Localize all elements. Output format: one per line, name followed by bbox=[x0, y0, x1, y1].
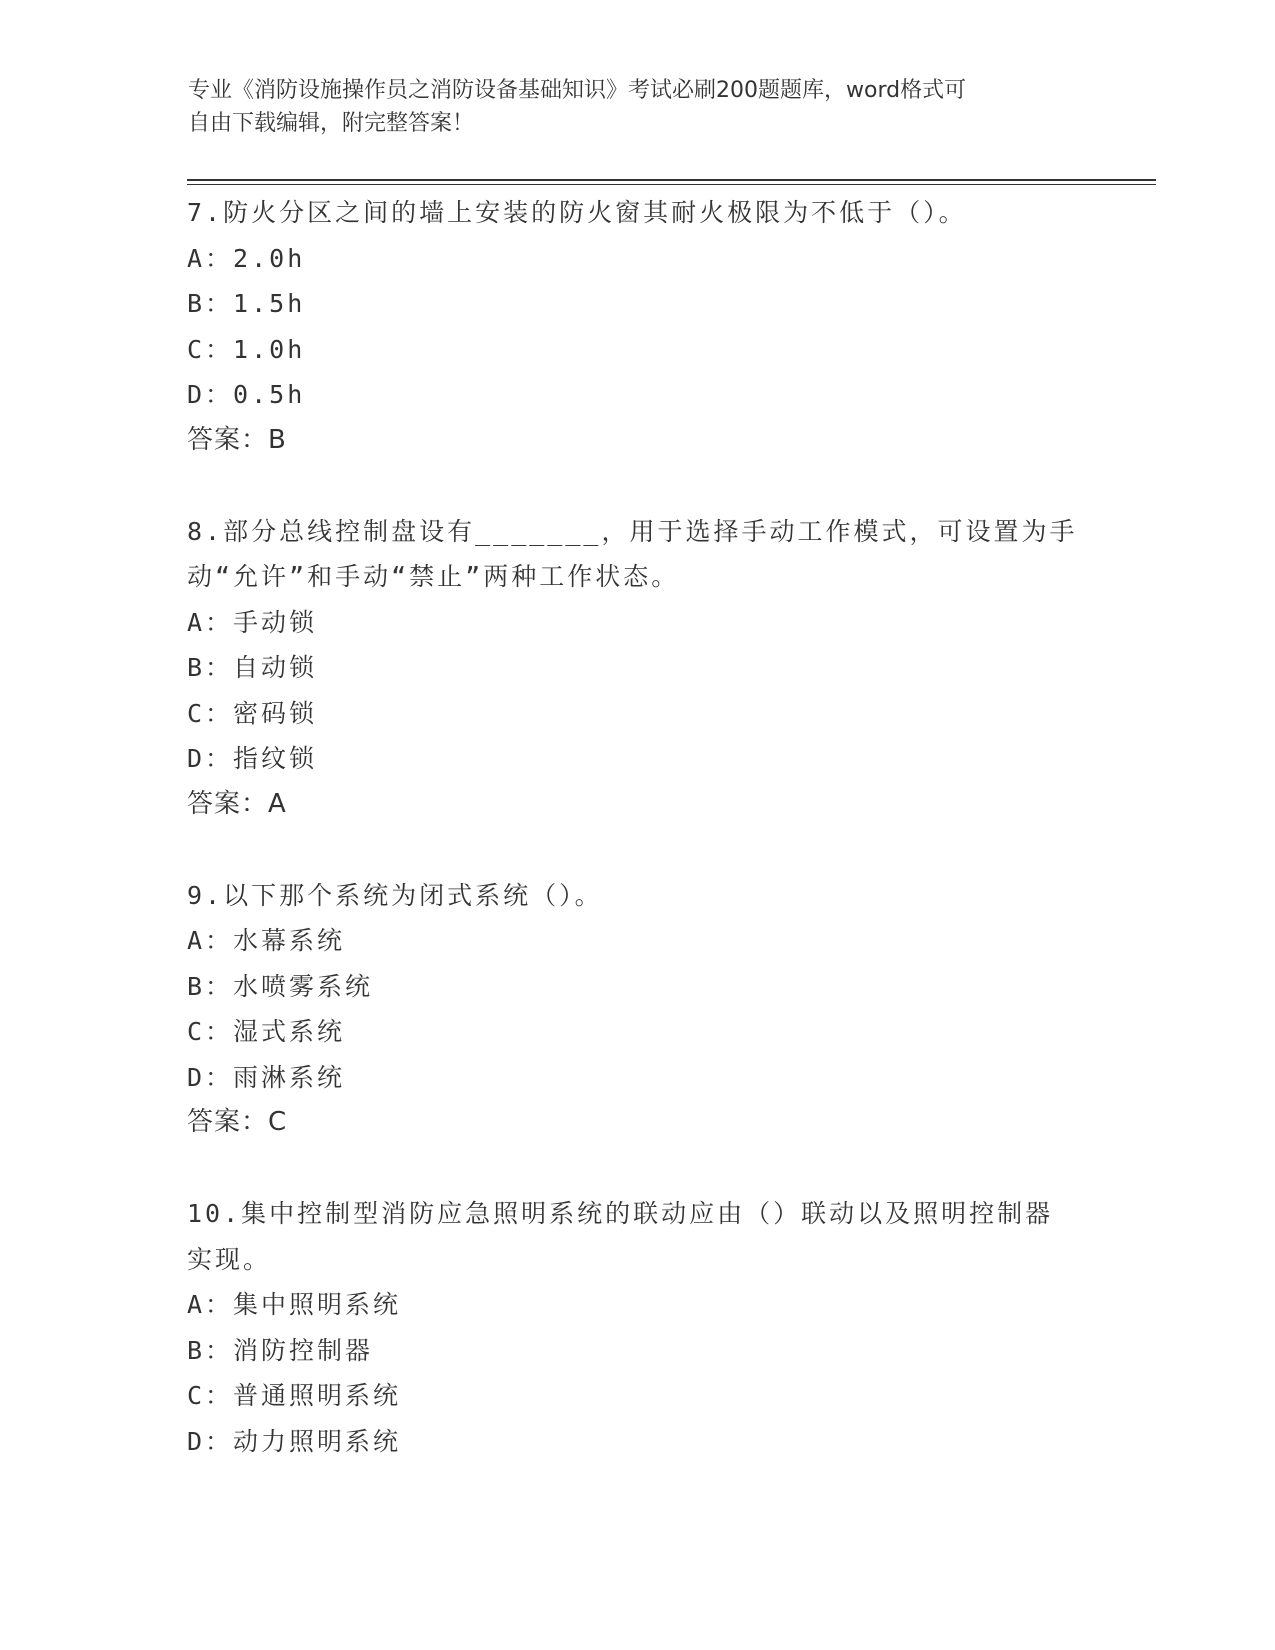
question-text: 10.集中控制型消防应急照明系统的联动应由（）联动以及照明控制器 bbox=[187, 1199, 1054, 1228]
question-block bbox=[187, 509, 1127, 828]
header-line-1: 专业《消防设施操作员之消防设备基础知识》考试必刷200题题库，word格式可 bbox=[188, 78, 967, 103]
question-text: 7.防火分区之间的墙上安装的防火窗其耐火极限为不低于（）。 bbox=[187, 198, 967, 227]
option-c: C：普通照明系统 bbox=[187, 1381, 402, 1410]
question-block bbox=[187, 873, 1127, 1146]
spacer bbox=[187, 1146, 1127, 1192]
option-d: D：0.5h bbox=[187, 380, 306, 409]
option-b: B：消防控制器 bbox=[187, 1335, 374, 1365]
option-b: B：1.5h bbox=[187, 289, 306, 318]
option-d: D：动力照明系统 bbox=[187, 1426, 402, 1456]
option-a: A：2.0h bbox=[187, 243, 306, 273]
spacer bbox=[187, 463, 1127, 509]
option-c: C：密码锁 bbox=[187, 698, 318, 728]
option-c: C：1.0h bbox=[187, 334, 306, 364]
answer-text: 答案：C bbox=[187, 1107, 288, 1137]
question-block bbox=[187, 1191, 1127, 1464]
option-b: B：水喷雾系统 bbox=[187, 971, 374, 1001]
option-c: C：湿式系统 bbox=[187, 1017, 346, 1046]
header-divider-thick bbox=[187, 179, 1156, 181]
option-d: D：雨淋系统 bbox=[187, 1062, 346, 1092]
header-divider-thin bbox=[187, 184, 1156, 185]
spacer bbox=[187, 827, 1127, 873]
document-header bbox=[188, 74, 1088, 140]
option-a: A：水幕系统 bbox=[187, 926, 346, 955]
question-list bbox=[187, 190, 1127, 1464]
option-a: A：集中照明系统 bbox=[187, 1290, 402, 1319]
question-text-continued: 动“允许”和手动“禁止”两种工作状态。 bbox=[187, 562, 680, 591]
option-a: A：手动锁 bbox=[187, 607, 318, 637]
answer-text: 答案：B bbox=[187, 424, 287, 455]
question-text-continued: 实现。 bbox=[187, 1244, 272, 1274]
header-line-2: 自由下载编辑，附完整答案！ bbox=[188, 111, 475, 136]
question-block bbox=[187, 190, 1127, 463]
question-text: 8.部分总线控制盘设有_______，用于选择手动工作模式，可设置为手 bbox=[187, 516, 1078, 546]
option-b: B：自动锁 bbox=[187, 653, 318, 682]
answer-text: 答案：A bbox=[187, 788, 287, 819]
option-d: D：指纹锁 bbox=[187, 744, 318, 773]
question-text: 9.以下那个系统为闭式系统（）。 bbox=[187, 880, 603, 910]
